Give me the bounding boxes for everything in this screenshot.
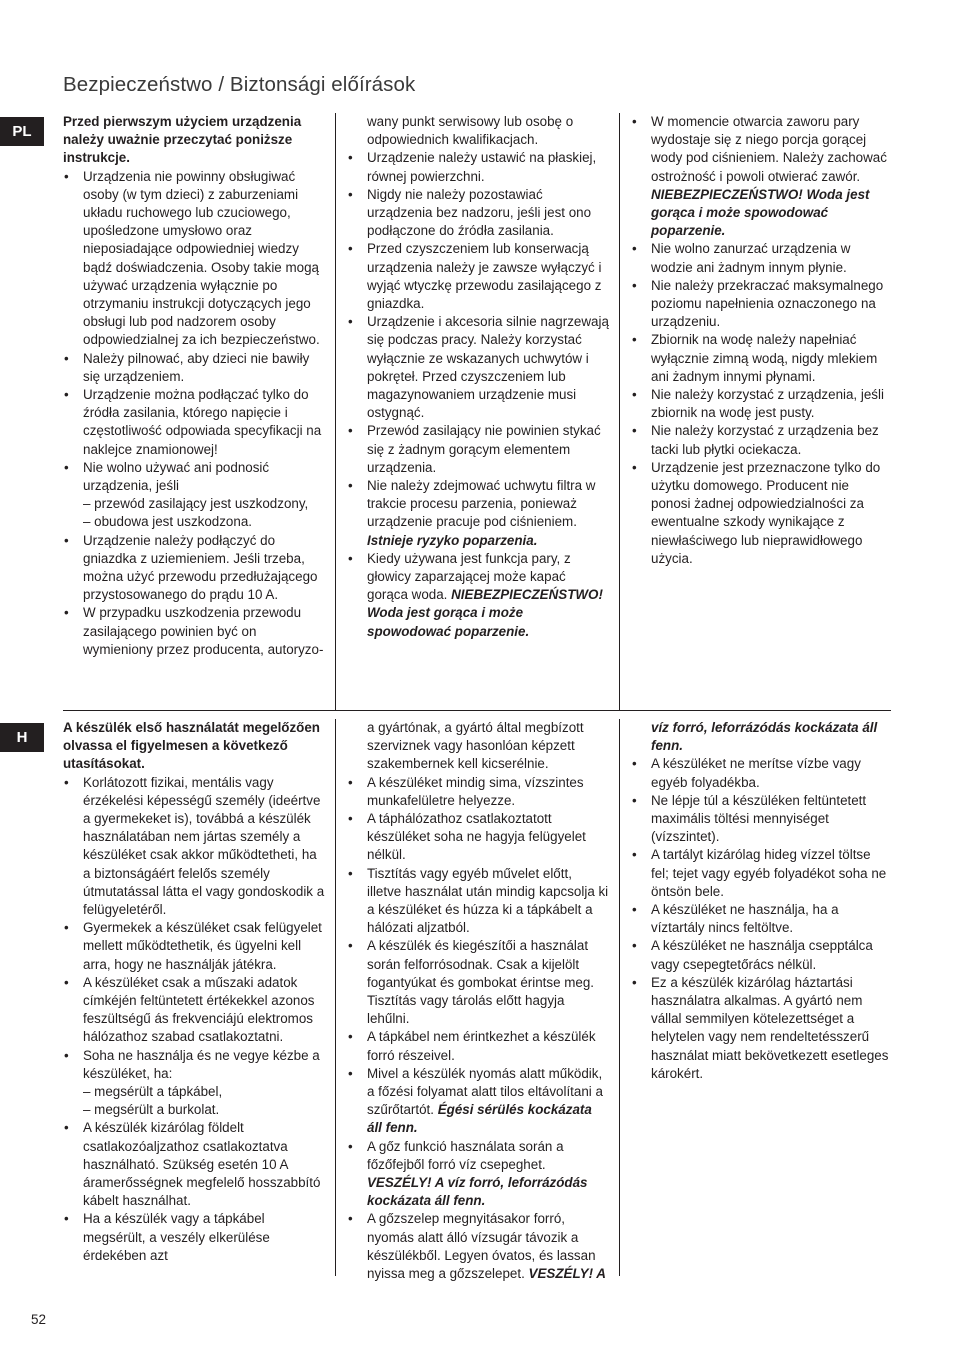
list-item [347,1138,609,1211]
list-item: • W przypadku uszkodzenia przewodu zasilającego powinien być on wymieniony przez producenta, autoryzo- [63,604,325,659]
list-item-text: Nie należy zdejmować uchwytu filtra w trakcie procesu parzenia, ponieważ urządzenie pracuje pod ciśnieniem. [367,478,596,530]
list-item: • A tápkábel nem érintkezhet a készülék forró részeivel. [347,1028,609,1064]
list-item: • A táphálózathoz csatlakoztatott készüléket soha ne hagyja felügyelet nélkül. [347,810,609,865]
column-divider [335,113,336,710]
hu-column-3 [631,719,891,1083]
pl-column-3 [631,113,891,568]
list-item: • Nie należy przekraczać maksymalnego poziomu napełnienia oznaczonego na urządzeniu. [631,277,891,332]
list-item [631,113,891,240]
list-item [63,1047,325,1120]
list-item [347,477,609,550]
list-item: • Urządzenia nie powinny obsługiwać osoby (w tym dzieci) z zaburzeniami układu ruchowego lub czuciowego, upośledzone umysłowo oraz nieposiadające odpowiedniej wiedzy bądź doświadczenia. Osoby takie mogą używać urządzenia wyłącznie po otrzymaniu instrukcji dotyczących jego obsługi lub pod nadzorem osoby odpowiedzialnej za ich bezpieczeństwo. [63,168,325,350]
language-tab-h: H [0,723,44,752]
pl-intro: Przed pierwszym użyciem urządzenia należy uważnie przeczytać poniższe instrukcje. [63,114,302,166]
list-item-text: Kiedy używana jest funkcja pary, z głowicy zaparzającej może kapać gorąca woda. [367,550,571,603]
list-item: • Należy pilnować, aby dzieci nie bawiły się urządzeniem. [63,350,325,386]
column-divider [335,719,336,1276]
pl-column-1 [63,113,325,659]
list-item-text: A gőz funkció használata során a főzőfejből forró víz csepeghet. [367,1138,564,1172]
sub-item: – megsérült a tápkábel, [83,1084,223,1100]
list-item: • Korlátozott fizikai, mentális vagy érzékelési képességű személy (ideértve a gyermekeket is), továbbá a készülék használatában nem jártas személy a készüléket csak akkor működtetheti, ha a biztonságáért felelős személy útmutatással látta el vagy gondoskodik a felügyeletéről. [63,774,325,920]
list-item: • Ne lépje túl a készüléken feltüntetett maximális töltési mennyiséget (vízszintet). [631,792,891,847]
warning-text: Égési sérülés kockázata áll fenn. [367,1102,592,1136]
warning-text: VESZÉLY! A víz forró, leforrázódás kockázata áll fenn. [367,1175,588,1209]
pl-list-3 [631,113,891,568]
list-item: • Urządzenie należy podłączyć do gniazdka z uziemieniem. Jeśli trzeba, można użyć przewodu przedłużającego przystosowanego do prądu 10 A. [63,532,325,605]
list-item: • A készüléket ne merítse vízbe vagy egyéb folyadékba. [631,755,891,791]
list-item: • A készüléket ne használja csepptálca vagy csepegtetőrács nélkül. [631,937,891,973]
warning-text: NIEBEZPIECZEŃSTWO! Woda jest gorąca i może spowodować poparzenie. [367,587,603,639]
hu-column-1 [63,719,325,1265]
hu-list-3 [631,755,891,1083]
column-divider [619,113,620,710]
list-item: • Nie należy korzystać z urządzenia bez tacki lub płytki ociekacza. [631,422,891,458]
list-item-text: Nie wolno używać ani podnosić urządzenia, jeśli [83,459,270,494]
list-item [347,1210,609,1283]
language-tab-pl: PL [0,117,44,146]
sub-item: – przewód zasilający jest uszkodzony, [83,496,309,512]
list-item: • Tisztítás vagy egyéb művelet előtt, illetve használat után mindig kapcsolja ki a készüléket és húzza ki a tápkábelt a hálózati aljzatból. [347,865,609,938]
hu-intro: A készülék első használatát megelőzően olvassa el figyelmesen a következő utasításokat. [63,720,320,772]
list-item-text: Mivel a készülék nyomás alatt működik, a főzési folyamat alatt tilos eltávolítani a szűrőtartót. [367,1065,603,1118]
list-item [63,459,325,532]
list-item: • Zbiornik na wodę należy napełniać wyłącznie zimną wodą, nigdy mlekiem ani żadnym innymi płynami. [631,331,891,386]
list-item: • A készülék kizárólag földelt csatlakozóaljzathoz csatlakoztatva használható. Szükség esetén 10 A áramerősségnek megfelelő hosszabbító kábelt használhat. [63,1119,325,1210]
list-item: • Urządzenie jest przeznaczone tylko do użytku domowego. Producent nie ponosi żadnej odpowiedzialności za ewentualne szkody wynikające z niewłaściwego lub nieprawidłowego użycia. [631,459,891,568]
list-item: • A tartályt kizárólag hideg vízzel töltse fel; tejet vagy egyéb folyadékot soha ne öntsön bele. [631,846,891,901]
list-item: • Ha a készülék vagy a tápkábel megsérült, a veszély elkerülése érdekében azt [63,1210,325,1265]
pl-list-2 [347,149,609,640]
list-item: • Przed czyszczeniem lub konserwacją urządzenia należy je zawsze wyłączyć i wyjąć wtyczkę przewodu zasilającego z gniazdka. [347,240,609,313]
list-item-text: W momencie otwarcia zaworu pary wydostaje się z niego porcja gorącej wody pod ciśnieniem. Należy zachować ostrożność i powoli otwierać zawór. [651,114,887,184]
list-item: • Nie wolno zanurzać urządzenia w wodzie ani żadnym innym płynie. [631,240,891,276]
hu-list-2 [347,774,609,1284]
list-item-text: Soha ne használja és ne vegye kézbe a készüléket, ha: [83,1047,320,1081]
list-item [347,1065,609,1138]
list-item: • Przewód zasilający nie powinien stykać się z żadnym gorącym elementem urządzenia. [347,422,609,477]
list-item: • Nigdy nie należy pozostawiać urządzenia bez nadzoru, jeśli jest ono podłączone do źródła zasilania. [347,186,609,241]
list-item: • Nie należy korzystać z urządzenia, jeśli zbiornik na wodę jest pusty. [631,386,891,422]
list-item: • A készüléket csak a műszaki adatok címkéjén feltüntetett értékekkel azonos feszültségű ás frekvenciájú elektromos hálózathoz szabad csatlakoztatni. [63,974,325,1047]
continued-warning-text: víz forró, leforrázódás kockázata áll fenn. [651,720,878,754]
list-item: • Gyermekek a készüléket csak felügyelet mellett működtethetik, és ügyelni kell arra, hogy ne használják játékra. [63,919,325,974]
list-item-text: A gőzszelep megnyitásakor forró, nyomás alatt álló vízsugár távozik a készülékből. Legyen óvatos, és lassan nyissa meg a gőzszelepet. [367,1211,596,1282]
list-item: • Urządzenie można podłączać tylko do źródła zasilania, którego napięcie i częstotliwość odpowiada specyfikacji na naklejce znamionowej! [63,386,325,459]
list-item: • A készülék és kiegészítői a használat során felforrósodnak. Csak a kijelölt fogantyúkat és gombokat érintse meg. Tisztítás vagy tárolás előtt hagyja lehűlni. [347,937,609,1028]
continued-text: a gyártónak, a gyártó által megbízott szerviznek vagy hasonlóan képzett szakembernek kell kicserélnie. [367,720,584,772]
pl-column-2 [347,113,609,641]
list-item: • Urządzenie i akcesoria silnie nagrzewają się podczas pracy. Należy korzystać wyłącznie ze wskazanych uchwytów i pokręteł. Przed czyszczeniem lub magazynowaniem urządzenie musi ostygnąć. [347,313,609,422]
page-title: Bezpieczeństwo / Biztonsági előírások [63,73,416,96]
section-h [0,719,954,1282]
list-item: • A készüléket ne használja, ha a víztartály nincs feltöltve. [631,901,891,937]
section-divider [63,710,891,711]
list-item: • Ez a készülék kizárólag háztartási használatra alkalmas. A gyártó nem vállal semmilyen kötelezettséget a helytelen vagy nem rendeltetésszerű használat miatt bekövetkezett esetleges károkért. [631,974,891,1083]
continued-text: wany punkt serwisowy lub osobę o odpowiednich kwalifikacjach. [367,114,574,148]
list-item: • Urządzenie należy ustawić na płaskiej, równej powierzchni. [347,149,609,185]
page-number: 52 [31,1312,47,1327]
warning-text: VESZÉLY! A [528,1266,606,1282]
warning-text: Istnieje ryzyko poparzenia. [367,532,538,548]
hu-column-2 [347,719,609,1283]
sub-item: – obudowa jest uszkodzona. [83,514,252,530]
column-divider [619,719,620,1276]
warning-text: NIEBEZPIECZEŃSTWO! Woda jest gorąca i może spowodować poparzenie. [651,186,870,239]
sub-item: – megsérült a burkolat. [83,1102,220,1118]
list-item [347,550,609,641]
hu-list-1 [63,774,325,1265]
list-item: • A készüléket mindig sima, vízszintes munkafelületre helyezze. [347,774,609,810]
pl-list-1 [63,168,325,659]
section-pl [0,113,954,710]
